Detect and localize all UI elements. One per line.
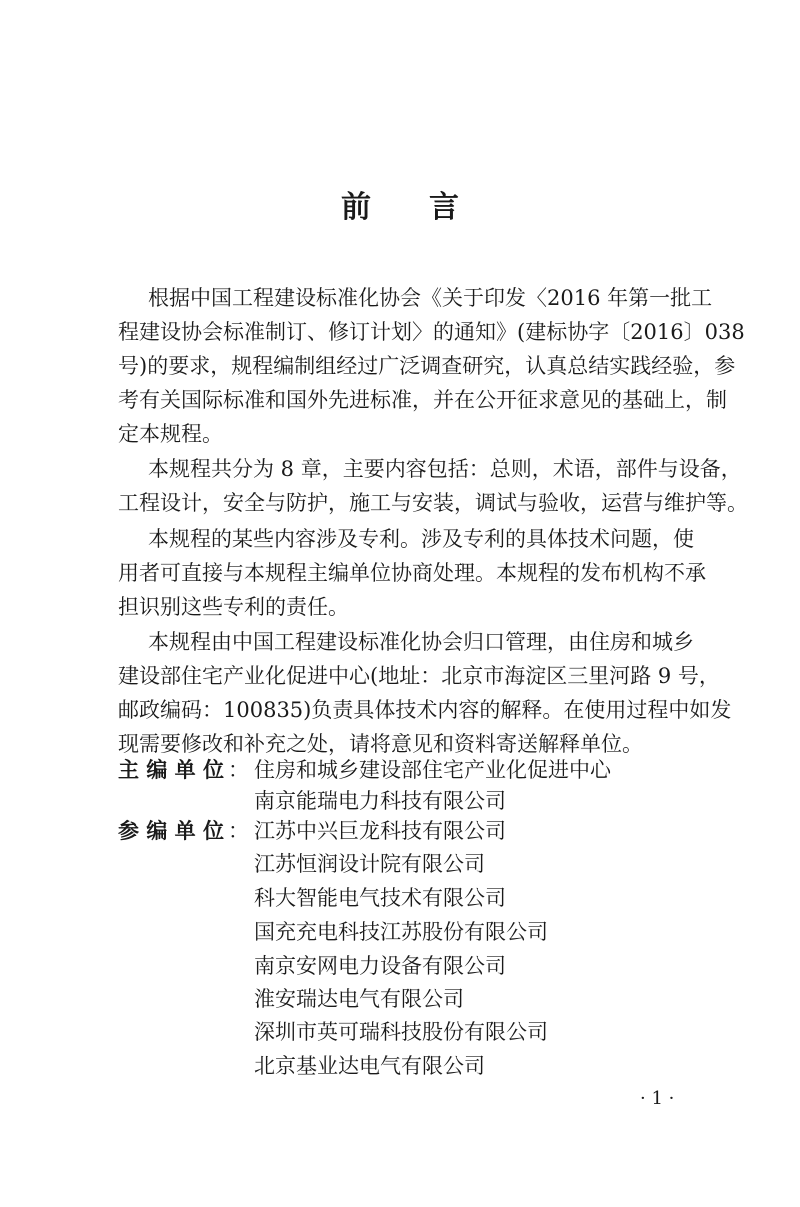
- page-number: · 1 ·: [640, 1088, 675, 1109]
- colon: ：: [228, 758, 249, 782]
- paragraph-line: 工程设计，安全与防护，施工与安装，调试与验收，运营与维护等。: [118, 491, 748, 515]
- page-title: 前言: [341, 190, 517, 225]
- paragraph-line: 担识别这些专利的责任。: [118, 595, 349, 619]
- chief-label: 主编单位: [118, 758, 224, 782]
- participant-unit: 江苏中兴巨龙科技有限公司: [254, 819, 506, 843]
- paragraph-line: 现需要修改和补充之处，请将意见和资料寄送解释单位。: [118, 732, 643, 756]
- paragraph-line: 本规程共分为 8 章，主要内容包括：总则，术语，部件与设备，: [148, 457, 742, 481]
- participant-unit: 江苏恒润设计院有限公司: [254, 852, 485, 876]
- participant-unit: 科大智能电气技术有限公司: [254, 886, 506, 910]
- paragraph-line: 邮政编码：100835)负责具体技术内容的解释。在使用过程中如发: [118, 698, 732, 722]
- paragraph-line: 根据中国工程建设标准化协会《关于印发〈2016 年第一批工: [148, 286, 713, 310]
- paragraph-line: 考有关国际标准和国外先进标准，并在公开征求意见的基础上，制: [118, 388, 727, 412]
- paragraph-line: 定本规程。: [118, 422, 223, 446]
- paragraph-line: 本规程由中国工程建设标准化协会归口管理，由住房和城乡: [148, 630, 694, 654]
- paragraph-line: 程建设协会标准制订、修订计划〉的通知》(建标协字〔2016〕038: [118, 320, 745, 344]
- participant-unit: 南京安网电力设备有限公司: [254, 954, 506, 978]
- colon: ：: [228, 819, 249, 843]
- participant-unit: 深圳市英可瑞科技股份有限公司: [254, 1020, 548, 1044]
- participant-unit: 北京基业达电气有限公司: [254, 1054, 485, 1078]
- paragraph-line: 建设部住宅产业化促进中心(地址：北京市海淀区三里河路 9 号，: [118, 664, 720, 688]
- chief-unit: 住房和城乡建设部住宅产业化促进中心: [254, 758, 611, 782]
- paragraph-line: 用者可直接与本规程主编单位协商处理。本规程的发布机构不承: [118, 561, 706, 585]
- participant-unit: 国充充电科技江苏股份有限公司: [254, 920, 548, 944]
- paragraph-line: 号)的要求，规程编制组经过广泛调查研究，认真总结实践经验，参: [118, 354, 736, 378]
- chief-unit: 南京能瑞电力科技有限公司: [254, 789, 506, 813]
- participant-label: 参编单位: [118, 819, 224, 843]
- participant-unit: 淮安瑞达电气有限公司: [254, 987, 464, 1011]
- paragraph-line: 本规程的某些内容涉及专利。涉及专利的具体技术问题，使: [148, 527, 694, 551]
